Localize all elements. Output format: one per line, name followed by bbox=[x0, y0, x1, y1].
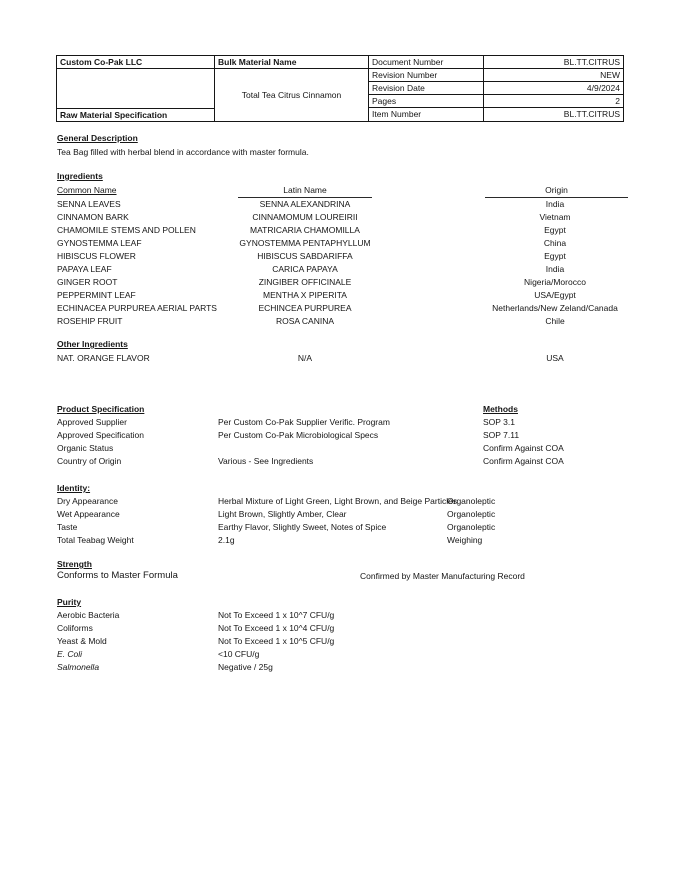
strength-confirmation: Confirmed by Master Manufacturing Record bbox=[360, 571, 525, 581]
ingredient-row bbox=[0, 238, 679, 251]
ingredient-row bbox=[0, 316, 679, 329]
ingredient-common-name: ROSEHIP FRUIT bbox=[57, 316, 123, 326]
spec-method: Confirm Against COA bbox=[483, 456, 564, 466]
ingredient-origin: China bbox=[543, 238, 567, 248]
purity-label: Yeast & Mold bbox=[57, 636, 107, 646]
bulk-material-label: Bulk Material Name bbox=[215, 56, 369, 69]
ingredient-row bbox=[0, 290, 679, 303]
ingredient-latin-name: ZINGIBER OFFICINALE bbox=[258, 277, 352, 287]
ingredient-origin: Egypt bbox=[544, 251, 566, 261]
ingredient-latin-name: HIBISCUS SABDARIFFA bbox=[257, 251, 353, 261]
ingredient-latin-name: SENNA ALEXANDRINA bbox=[259, 199, 351, 209]
spec-label: Country of Origin bbox=[57, 456, 122, 466]
purity-row bbox=[0, 623, 679, 636]
purity-label: Aerobic Bacteria bbox=[57, 610, 120, 620]
field-value-pages: 2 bbox=[484, 95, 623, 108]
field-label-revision-number: Revision Number bbox=[369, 69, 484, 82]
identity-label: Taste bbox=[57, 522, 78, 532]
purity-value: <10 CFU/g bbox=[218, 649, 260, 659]
ingredient-row bbox=[0, 303, 679, 316]
ingredient-row bbox=[0, 225, 679, 238]
purity-label: E. Coli bbox=[57, 649, 83, 659]
ingredient-origin: Egypt bbox=[544, 225, 566, 235]
ingredient-common-name: CHAMOMILE STEMS AND POLLEN bbox=[57, 225, 196, 235]
identity-label: Total Teabag Weight bbox=[57, 535, 134, 545]
column-header-latin-name: Latin Name bbox=[238, 185, 372, 198]
product-spec-row bbox=[0, 456, 679, 469]
identity-row bbox=[0, 522, 679, 535]
spec-method: SOP 3.1 bbox=[483, 417, 515, 427]
ingredient-origin: USA bbox=[546, 353, 564, 363]
purity-value: Not To Exceed 1 x 10^5 CFU/g bbox=[218, 636, 335, 646]
ingredient-common-name: CINNAMON BARK bbox=[57, 212, 129, 222]
field-label-document-number: Document Number bbox=[369, 56, 484, 69]
ingredient-latin-name: MATRICARIA CHAMOMILLA bbox=[250, 225, 360, 235]
ingredient-latin-name: CARICA PAPAYA bbox=[272, 264, 338, 274]
ingredient-latin-name: ROSA CANINA bbox=[275, 316, 335, 326]
identity-row bbox=[0, 496, 679, 509]
purity-value: Not To Exceed 1 x 10^4 CFU/g bbox=[218, 623, 335, 633]
identity-value: Herbal Mixture of Light Green, Light Brown, and Beige Particles bbox=[218, 496, 458, 506]
purity-value: Negative / 25g bbox=[218, 662, 273, 672]
spec-label: Approved Supplier bbox=[57, 417, 127, 427]
spec-value: Per Custom Co-Pak Microbiological Specs bbox=[218, 430, 379, 440]
identity-label: Dry Appearance bbox=[57, 496, 118, 506]
identity-method: Weighing bbox=[447, 535, 483, 545]
field-value-revision-number: NEW bbox=[484, 69, 623, 82]
identity-row bbox=[0, 509, 679, 522]
ingredient-common-name: GINGER ROOT bbox=[57, 277, 118, 287]
header-table bbox=[56, 55, 624, 122]
ingredient-origin: Chile bbox=[545, 316, 565, 326]
identity-method: Organoleptic bbox=[447, 496, 496, 506]
field-value-item-number: BL.TT.CITRUS bbox=[563, 109, 620, 119]
strength-heading: Strength bbox=[57, 559, 92, 569]
strength-statement: Conforms to Master Formula bbox=[57, 570, 178, 581]
identity-value: Light Brown, Slightly Amber, Clear bbox=[218, 509, 347, 519]
ingredient-origin: India bbox=[545, 199, 565, 209]
product-spec-row bbox=[0, 430, 679, 443]
other-ingredient-row bbox=[0, 353, 679, 366]
identity-heading: Identity: bbox=[57, 483, 91, 493]
spec-value: Per Custom Co-Pak Supplier Verific. Program bbox=[218, 417, 390, 427]
column-header-common-name: Common Name bbox=[57, 185, 117, 195]
ingredient-common-name: PAPAYA LEAF bbox=[57, 264, 112, 274]
purity-label: Salmonella bbox=[57, 662, 100, 672]
ingredient-common-name: NAT. ORANGE FLAVOR bbox=[57, 353, 150, 363]
field-label-pages: Pages bbox=[369, 95, 484, 108]
ingredient-latin-name: GYNOSTEMMA PENTAPHYLLUM bbox=[239, 238, 371, 248]
general-description-body: Tea Bag filled with herbal blend in accordance with master formula. bbox=[57, 147, 309, 157]
field-label-item-number: Item Number bbox=[369, 108, 484, 121]
ingredient-origin: India bbox=[545, 264, 565, 274]
identity-method: Organoleptic bbox=[447, 509, 496, 519]
ingredient-origin: USA/Egypt bbox=[534, 290, 576, 300]
other-ingredients-heading: Other Ingredients bbox=[57, 339, 128, 349]
ingredient-row bbox=[0, 212, 679, 225]
identity-row bbox=[0, 535, 679, 548]
bulk-material-name: Total Tea Citrus Cinnamon bbox=[215, 69, 369, 121]
spec-label: Approved Specification bbox=[57, 430, 144, 440]
ingredient-common-name: SENNA LEAVES bbox=[57, 199, 121, 209]
ingredient-common-name: GYNOSTEMMA LEAF bbox=[57, 238, 142, 248]
ingredient-common-name: PEPPERMINT LEAF bbox=[57, 290, 136, 300]
ingredient-latin-name: MENTHA X PIPERITA bbox=[263, 290, 347, 300]
purity-heading: Purity bbox=[57, 597, 82, 607]
company-name: Custom Co-Pak LLC bbox=[57, 56, 215, 69]
column-header-origin: Origin bbox=[485, 185, 628, 198]
purity-value: Not To Exceed 1 x 10^7 CFU/g bbox=[218, 610, 335, 620]
identity-method: Organoleptic bbox=[447, 522, 496, 532]
purity-label: Coliforms bbox=[57, 623, 93, 633]
spec-method: Confirm Against COA bbox=[483, 443, 564, 453]
spec-label: Organic Status bbox=[57, 443, 114, 453]
ingredient-common-name: HIBISCUS FLOWER bbox=[57, 251, 136, 261]
purity-row bbox=[0, 649, 679, 662]
ingredient-common-name: ECHINACEA PURPUREA AERIAL PARTS bbox=[57, 303, 217, 313]
product-specification-heading: Product Specification bbox=[57, 404, 145, 414]
purity-row bbox=[0, 662, 679, 675]
general-description-heading: General Description bbox=[57, 133, 138, 143]
ingredient-origin: Vietnam bbox=[539, 212, 571, 222]
product-spec-row bbox=[0, 443, 679, 456]
purity-row bbox=[0, 610, 679, 623]
identity-value: 2.1g bbox=[218, 535, 235, 545]
ingredient-row bbox=[0, 251, 679, 264]
field-value-document-number: BL.TT.CITRUS bbox=[484, 56, 623, 69]
purity-row bbox=[0, 636, 679, 649]
methods-heading: Methods bbox=[483, 404, 518, 414]
ingredient-row bbox=[0, 199, 679, 212]
ingredient-row bbox=[0, 264, 679, 277]
ingredient-latin-name: ECHINCEA PURPUREA bbox=[258, 303, 352, 313]
ingredient-latin-name: CINNAMOMUM LOUREIRII bbox=[252, 212, 358, 222]
header-table-empty-cell bbox=[57, 69, 215, 108]
ingredients-column-headers bbox=[0, 185, 679, 198]
product-spec-row bbox=[0, 417, 679, 430]
identity-label: Wet Appearance bbox=[57, 509, 120, 519]
field-label-revision-date: Revision Date bbox=[369, 82, 484, 95]
spec-value: Various - See Ingredients bbox=[218, 456, 314, 466]
spec-method: SOP 7.11 bbox=[483, 430, 520, 440]
document-type: Raw Material Specification bbox=[57, 108, 215, 121]
identity-value: Earthy Flavor, Slightly Sweet, Notes of Spice bbox=[218, 522, 387, 532]
ingredient-origin: Netherlands/New Zeland/Canada bbox=[492, 303, 618, 313]
ingredient-row bbox=[0, 277, 679, 290]
ingredient-latin-name: N/A bbox=[297, 353, 313, 363]
ingredient-origin: Nigeria/Morocco bbox=[524, 277, 586, 287]
ingredients-heading: Ingredients bbox=[57, 171, 103, 181]
field-value-revision-date: 4/9/2024 bbox=[484, 82, 623, 95]
